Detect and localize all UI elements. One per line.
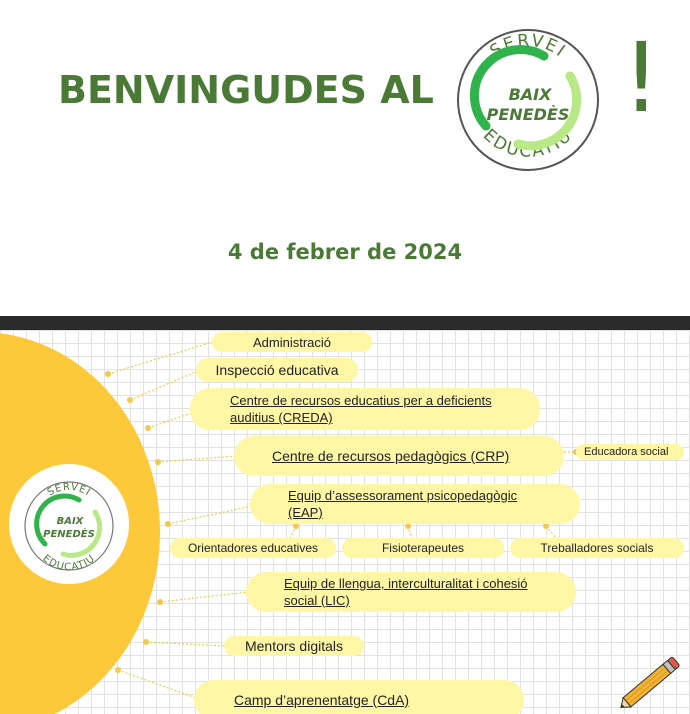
node-mentors-digitals[interactable]: Mentors digitals [224, 636, 364, 656]
node-eap[interactable]: Equip d’assessorament psicopedagògic (EAP) [250, 484, 580, 524]
section-divider [0, 316, 690, 330]
node-inspeccio-educativa[interactable]: Inspecció educativa [196, 358, 358, 382]
svg-text:PENEDÈS: PENEDÈS [43, 529, 95, 540]
logo-bottom-text: EDUCATIU [479, 125, 577, 162]
svg-text:SERVEI: SERVEI [45, 481, 93, 499]
node-orientadores[interactable]: Orientadores educatives [170, 538, 336, 558]
node-creda[interactable]: Centre de recursos educatius per a deficients auditius (CREDA) [190, 388, 540, 430]
welcome-title: BENVINGUDES AL [58, 68, 434, 112]
pencil-icon [612, 648, 688, 714]
logo-top-text: SERVEI [486, 30, 570, 62]
node-educadora-social[interactable]: Educadora social [576, 444, 684, 460]
node-treballadores-socials[interactable]: Treballadores socials [510, 538, 684, 558]
servei-educatiu-logo [448, 16, 608, 180]
exclamation-mark: ! [622, 22, 661, 134]
mindmap-center-logo[interactable] [9, 464, 129, 584]
servei-educatiu-small-logo [9, 464, 129, 584]
node-camp-aprenentatge[interactable]: Camp d’aprenentatge (CdA) [194, 680, 524, 714]
mindmap-canvas [0, 330, 690, 714]
svg-text:EDUCATIU: EDUCATIU [40, 553, 98, 574]
event-date: 4 de febrer de 2024 [227, 240, 463, 264]
node-administracio[interactable]: Administració [212, 332, 372, 352]
svg-text:BAIX: BAIX [56, 516, 84, 527]
welcome-header [0, 0, 690, 316]
node-crp[interactable]: Centre de recursos pedagògics (CRP) [234, 436, 564, 476]
node-lic[interactable]: Equip de llengua, interculturalitat i cohesió social (LIC) [246, 572, 576, 612]
node-fisioterapeutes[interactable]: Fisioterapeutes [342, 538, 504, 558]
logo-line1: BAIX [508, 85, 552, 104]
logo-line2: PENEDÈS [486, 105, 570, 124]
